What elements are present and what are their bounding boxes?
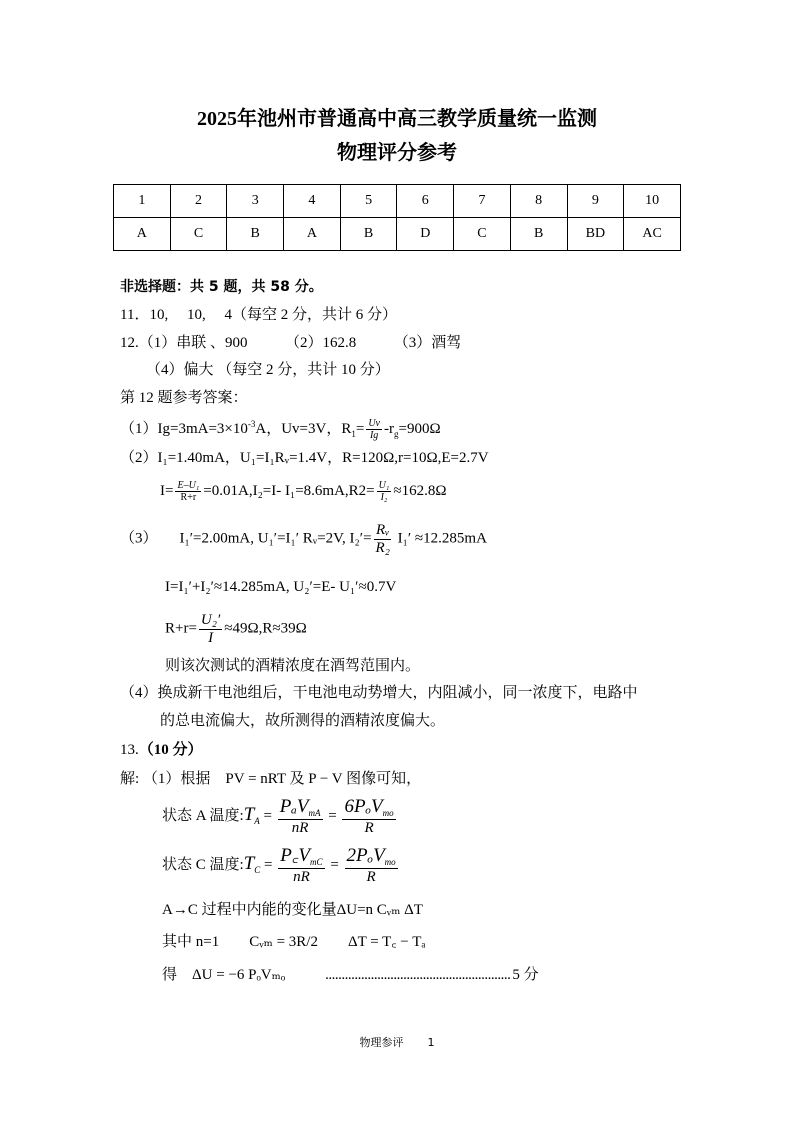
answer-cell: B	[510, 218, 567, 251]
q13-result-formula: 得 ΔU = −6 PₒVₘₒ	[162, 967, 286, 983]
answer-table	[113, 184, 681, 251]
answer-cell: A	[114, 218, 171, 251]
answer-cell: B	[340, 218, 397, 251]
question-number-cell: 7	[454, 185, 511, 218]
q12-answer-line1: 12.（1）串联 、900 （2）162.8 （3）酒驾	[120, 335, 462, 351]
q12-reference-heading: 第 12 题参考答案：	[120, 390, 248, 406]
question-number-cell: 10	[624, 185, 681, 218]
table-row-answers	[114, 218, 681, 251]
q12-part3-conclusion: 则该次测试的酒精浓度在酒驾范围内。	[165, 658, 421, 674]
section-heading: 非选择题：共 5 题，共 58 分。	[120, 279, 323, 295]
document-subtitle: 物理评分参考	[337, 142, 457, 164]
question-number-cell: 8	[510, 185, 567, 218]
q12-part1: $(1)Ig=3mA=3\times 10^{-3}A$，Uv=3V，$R_1=$ $\frac{Uv}{Ig}$ $-r_g=900\Omega$	[120, 418, 441, 441]
question-number-cell: 6	[397, 185, 454, 218]
q12-part3-line1: （3） I₁′=2.00mA, U₁′=I₁′ Rᵥ=2V, I₂′= $\frac{\text{Rᵥ}}{\text{R₂}}$ I₁′ ≈12.285mA	[120, 522, 487, 556]
answer-cell: AC	[624, 218, 681, 251]
score: 5 分	[512, 967, 539, 983]
question-number-cell: 1	[114, 185, 171, 218]
footer-label: 物理参评	[359, 1036, 404, 1049]
q12-part4-line2: 的总电流偏大，故所测得的酒精浓度偏大。	[160, 713, 446, 729]
question-number-cell: 2	[170, 185, 227, 218]
answer-cell: A	[284, 218, 341, 251]
page-number: 1	[427, 1036, 435, 1049]
question-number-cell: 4	[284, 185, 341, 218]
page-footer	[0, 1034, 794, 1050]
q12-part3-line3: R+r= $\frac{\text{U₂′}}{I}$ ≈49Ω,R≈39Ω	[165, 612, 307, 646]
answer-cell: BD	[567, 218, 624, 251]
answer-cell: C	[454, 218, 511, 251]
q12-answer-line2: （4）偏大 （每空 2 分，共计 10 分）	[146, 362, 390, 378]
table-row-numbers	[114, 185, 681, 218]
answer-cell: C	[170, 218, 227, 251]
q13-delta-u: A→C 过程中内能的变化量ΔU=n Cᵥₘ ΔT	[162, 902, 423, 918]
score-leader-dots: .........................................................	[325, 967, 511, 983]
q12-part3-line2: I=I₁′+I₂′≈14.285mA, U₂′=E- U₁′≈0.7V	[165, 579, 397, 595]
q13-result	[162, 968, 539, 983]
q13-where: 其中 n=1 Cᵥₘ = 3R/2 ΔT = T꜀ − Tₐ	[162, 934, 426, 950]
question-number-cell: 3	[227, 185, 284, 218]
q13-heading: 13.（10 分）	[120, 742, 203, 758]
question-number-cell: 5	[340, 185, 397, 218]
q11-answer: 11．10, 10, 4（每空 2 分，共计 6 分）	[120, 307, 397, 323]
q13-state-a: 状态 A 温度$:T_A$ = $\frac{P_aV_{mA}}{nR}$ = $\frac{6P_oV_{mo}}{R}$	[162, 796, 394, 836]
q12-part4-line1: （4）换成新干电池组后，干电池电动势增大，内阻减小，同一浓度下，电路中	[120, 685, 638, 701]
answer-cell: D	[397, 218, 454, 251]
question-number-cell: 9	[567, 185, 624, 218]
q12-part2-line1: （2）I₁=1.40mA，U₁=I₁Rᵥ=1.4V，R=120Ω,r=10Ω,E=2.7V	[120, 450, 489, 466]
q13-state-c: 状态 C 温度$:T_C$ = $\frac{P꜀V_{mC}}{nR}$ = $\frac{2P_oV_{mo}}{R}$	[162, 845, 396, 885]
q13-intro: 解: （1）根据 PV = nRT 及 P − V 图像可知，	[120, 771, 422, 787]
document-title: 2025年池州市普通高中高三教学质量统一监测	[197, 108, 597, 130]
q12-part2-line2: I= $\frac{\text{E–U₁}}{R+r}$ =0.01A,I₂=I- I₁=8.6mA,R2= $\frac{\text{U₁}}{\text{I₂}}$ ≈162.8Ω	[160, 480, 447, 503]
answer-cell: B	[227, 218, 284, 251]
